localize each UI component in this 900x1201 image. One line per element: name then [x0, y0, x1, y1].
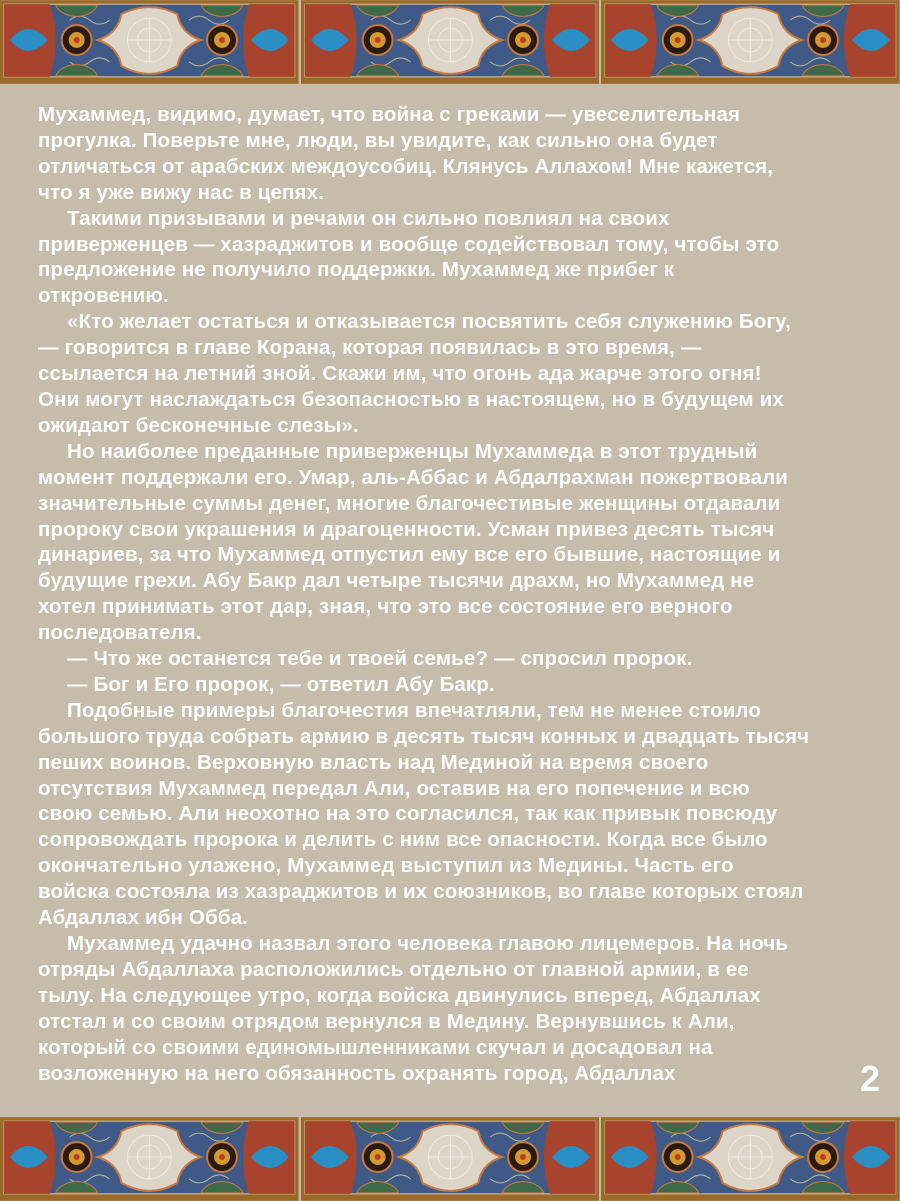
text-line: возложенную на него обязанность охранять город, Абдаллах: [38, 1061, 676, 1085]
text-line: Такими призывами и речами он сильно повлиял на своих: [67, 206, 670, 230]
text-line: Они могут наслаждаться безопасностью в настоящем, но в будущем их: [38, 387, 784, 411]
text-line: окончательно улажено, Мухаммед выступил из Медины. Часть его: [38, 854, 734, 878]
text-line: Мухаммед, видимо, думает, что война с греками — увеселительная: [38, 103, 741, 126]
text-line: сопровождать пророка и делить с ним все опасности. Когда все было: [38, 828, 768, 852]
text-line: последователя.: [38, 621, 202, 645]
text-line: хотел принимать этот дар, зная, что это все состояние его верного: [38, 595, 733, 619]
text-line: отряды Абдаллаха расположились отдельно от главной армии, в ее: [38, 957, 749, 981]
ornament-panel: [301, 0, 600, 84]
text-line: отличаться от арабских междоусобиц. Клянусь Аллахом! Мне кажется,: [38, 154, 774, 178]
text-line: который со своими единомышленниками скучал и досадовал на: [38, 1035, 713, 1059]
page-number: 2: [859, 1058, 880, 1099]
text-line: — говорится в главе Корана, которая появилась в это время, —: [38, 336, 702, 360]
text-line: предложение не получило поддержки. Мухаммед же прибег к: [38, 258, 675, 282]
text-line: — Бог и Его пророк, — ответил Абу Бакр.: [67, 672, 495, 696]
text-line: ссылается на летний зной. Скажи им, что огонь ада жарче этого огня!: [38, 362, 762, 386]
text-line: откровению.: [38, 284, 169, 308]
text-line: момент поддержали его. Умар, аль-Аббас и Абдалрахман пожертвовали: [38, 465, 789, 489]
text-line: будущие грехи. Абу Бакр дал четыре тысячи драхм, но Мухаммед не: [38, 569, 755, 593]
ornament-panel: [601, 0, 900, 84]
text-line: «Кто желает остаться и отказывается посвятить себя служению Богу,: [67, 310, 791, 334]
bottom-ornamental-border: [0, 1117, 900, 1201]
text-line: значительные суммы денег, многие благочестивые женщины отдавали: [38, 491, 781, 515]
text-line: Мухаммед удачно назвал этого человека главою лицемеров. На ночь: [67, 932, 789, 955]
ornament-panel: [0, 1117, 299, 1201]
text-line: приверженцев — хазраджитов и вообще содействовал тому, чтобы это: [38, 232, 780, 256]
text-line: войска состояла из хазраджитов и их союзников, во главе которых стоял: [38, 880, 804, 904]
text-line: Но наиболее преданные приверженцы Мухаммеда в этот трудный: [67, 439, 758, 463]
text-line: отстал и со своим отрядом вернулся в Медину. Вернувшись к Али,: [38, 1009, 735, 1033]
text-line: динариев, за что Мухаммед отпустил ему все его бывшие, настоящие и: [38, 543, 781, 567]
text-line: — Что же останется тебе и твоей семье? — спросил пророк.: [67, 647, 693, 671]
text-line: свою семью. Али неохотно на это согласился, так как привык повсюду: [38, 802, 778, 826]
text-line: отсутствия Мухаммед передал Али, оставив на его попечение и всю: [38, 776, 750, 800]
ornament-panel: [301, 1117, 600, 1201]
text-line: Подобные примеры благочестия впечатляли, тем не менее стоило: [67, 698, 762, 722]
text-line: пеших воинов. Верховную власть над Мединой на время своего: [38, 750, 709, 774]
ornament-panel: [601, 1117, 900, 1201]
ornament-panel: [0, 0, 299, 84]
text-line: тылу. На следующее утро, когда войска двинулись вперед, Абдаллах: [38, 983, 761, 1007]
text-line: ожидают бесконечные слезы».: [38, 413, 359, 437]
text-line: пророку свои украшения и драгоценности. Усман привез десять тысяч: [38, 517, 775, 541]
body-text: [38, 102, 888, 1086]
top-ornamental-border: [0, 0, 900, 84]
text-line: прогулка. Поверьте мне, люди, вы увидите, как сильно она будет: [38, 128, 718, 152]
text-line: Абдаллах ибн Обба.: [38, 906, 249, 930]
text-line: что я уже вижу нас в цепях.: [38, 180, 325, 204]
text-line: большого труда собрать армию в десять тысяч конных и двадцать тысяч: [38, 724, 810, 748]
